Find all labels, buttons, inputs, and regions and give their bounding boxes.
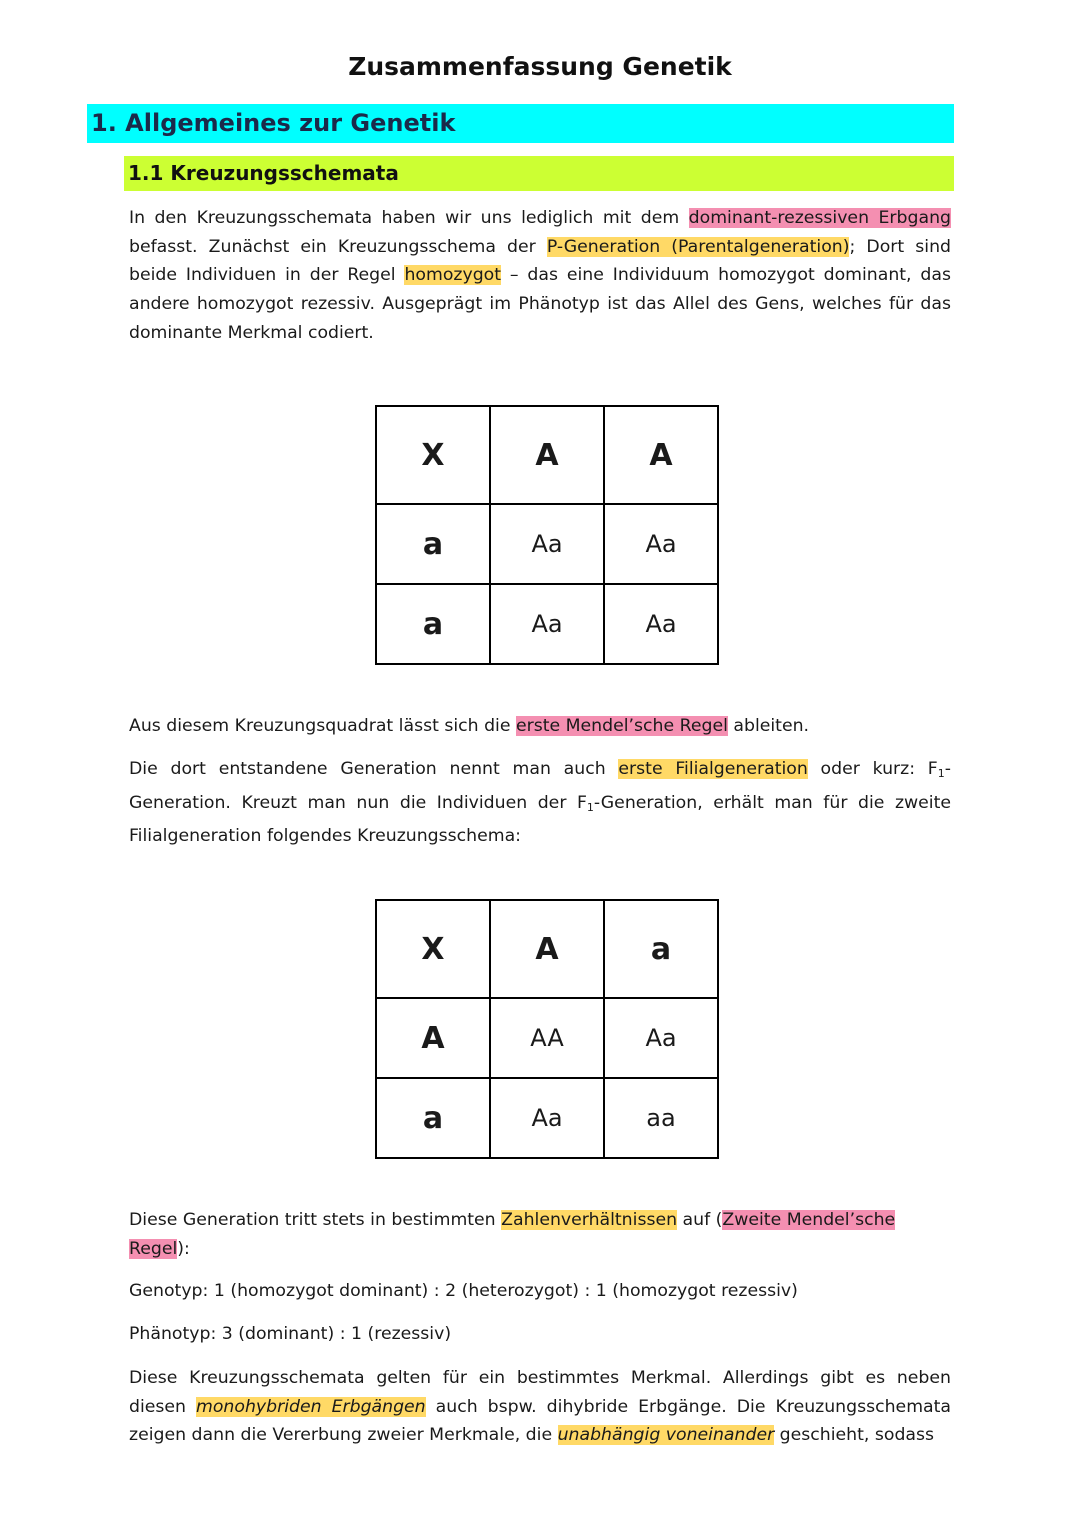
table-cell: aa — [604, 1078, 718, 1158]
table-cell: Aa — [490, 1078, 604, 1158]
text: ableiten. — [727, 716, 810, 736]
subscript: 1 — [937, 767, 945, 780]
highlight-erste-mendelsche-regel: erste Mendel’sche Regel — [516, 716, 728, 736]
text: Diese Generation tritt stets in bestimmten — [129, 1210, 502, 1230]
paragraph-intro — [129, 204, 951, 348]
table-header-cell: A — [490, 406, 604, 504]
table-header-row — [376, 900, 718, 998]
table-header-cell: A — [604, 406, 718, 504]
text: auch bspw. dihybride Erbgänge. Die Kreuzungsschemata zeigen dann die Vererbung zweier Merkmale, die — [129, 1396, 951, 1446]
table-row-header-cell: a — [376, 1078, 490, 1158]
table-row — [376, 504, 718, 584]
text: – das eine Individuum homozygot dominant, das andere homozygot rezessiv. Ausgeprägt im Phänotyp ist das Allel des Gens, welches für das dominante Merkmal codiert. — [129, 265, 951, 343]
table-corner-cell: X — [376, 900, 490, 998]
text: auf ( — [677, 1210, 723, 1230]
text: Aus diesem Kreuzungsquadrat lässt sich die — [129, 716, 516, 736]
highlight-monohybriden-erbgaengen: monohybriden Erbgängen — [196, 1396, 426, 1417]
page-title: Zusammenfassung Genetik — [348, 52, 732, 81]
table-cell: Aa — [604, 998, 718, 1078]
text: Diese Kreuzungsschemata gelten für ein bestimmtes Merkmal. Allerdings gibt es neben diesen — [129, 1368, 951, 1417]
table-cell: Aa — [490, 504, 604, 584]
section-heading-allgemeines: 1. Allgemeines zur Genetik — [87, 104, 954, 143]
table-header-cell: a — [604, 900, 718, 998]
paragraph-genotyp: Genotyp: 1 (homozygot dominant) : 2 (heterozygot) : 1 (homozygot rezessiv) — [129, 1281, 798, 1301]
paragraph-phaenotyp: Phänotyp: 3 (dominant) : 1 (rezessiv) — [129, 1324, 452, 1344]
paragraph-zahlenverhaeltnisse — [129, 1206, 929, 1263]
text: befasst. Zunächst ein Kreuzungsschema der — [129, 236, 547, 257]
highlight-erste-filialgeneration: erste Filialgeneration — [618, 759, 808, 779]
text: ; Dort sind beide Individuen in der Regel — [129, 236, 951, 286]
paragraph-mendel-1 — [129, 712, 951, 741]
punnett-square-f2-generation — [375, 899, 719, 1159]
table-row-header-cell: a — [376, 584, 490, 664]
highlight-unabhaengig-voneinander: unabhängig voneinander — [557, 1425, 775, 1446]
text: Die dort entstandene Generation nennt man auch — [129, 759, 619, 779]
table-row-header-cell: A — [376, 998, 490, 1078]
subscript: 1 — [586, 800, 594, 814]
text: ): — [177, 1238, 190, 1259]
text: oder kurz: F — [807, 759, 938, 779]
text: In den Kreuzungsschemata haben wir uns lediglich mit dem — [129, 208, 689, 228]
paragraph-f1-generation — [129, 755, 951, 851]
text: -Generation. Kreuzt man nun die Individuen der F — [129, 759, 951, 813]
paragraph-dihybrid — [129, 1364, 951, 1450]
highlight-zahlenverhaeltnisse: Zahlenverhältnissen — [501, 1210, 678, 1230]
table-cell: Aa — [490, 584, 604, 664]
table-row-header-cell: a — [376, 504, 490, 584]
punnett-square-p-generation — [375, 405, 719, 665]
table-row — [376, 998, 718, 1078]
text: -Generation, erhält man für die zweite Filialgeneration folgendes Kreuzungsschema: — [129, 792, 951, 847]
subsection-heading-kreuzungsschemata: 1.1 Kreuzungsschemata — [124, 156, 954, 191]
highlight-p-generation: P-Generation (Parentalgeneration) — [546, 236, 850, 257]
highlight-dominant-rezessiv: dominant-rezessiven Erbgang — [688, 208, 951, 228]
table-row — [376, 584, 718, 664]
table-header-row — [376, 406, 718, 504]
text: geschieht, sodass — [774, 1425, 935, 1446]
table-corner-cell: X — [376, 406, 490, 504]
table-cell: Aa — [604, 584, 718, 664]
table-row — [376, 1078, 718, 1158]
highlight-zweite-mendelsche-regel: Zweite Mendel’sche Regel — [129, 1210, 896, 1259]
table-cell: AA — [490, 998, 604, 1078]
table-cell: Aa — [604, 504, 718, 584]
table-header-cell: A — [490, 900, 604, 998]
highlight-homozygot: homozygot — [404, 265, 502, 286]
